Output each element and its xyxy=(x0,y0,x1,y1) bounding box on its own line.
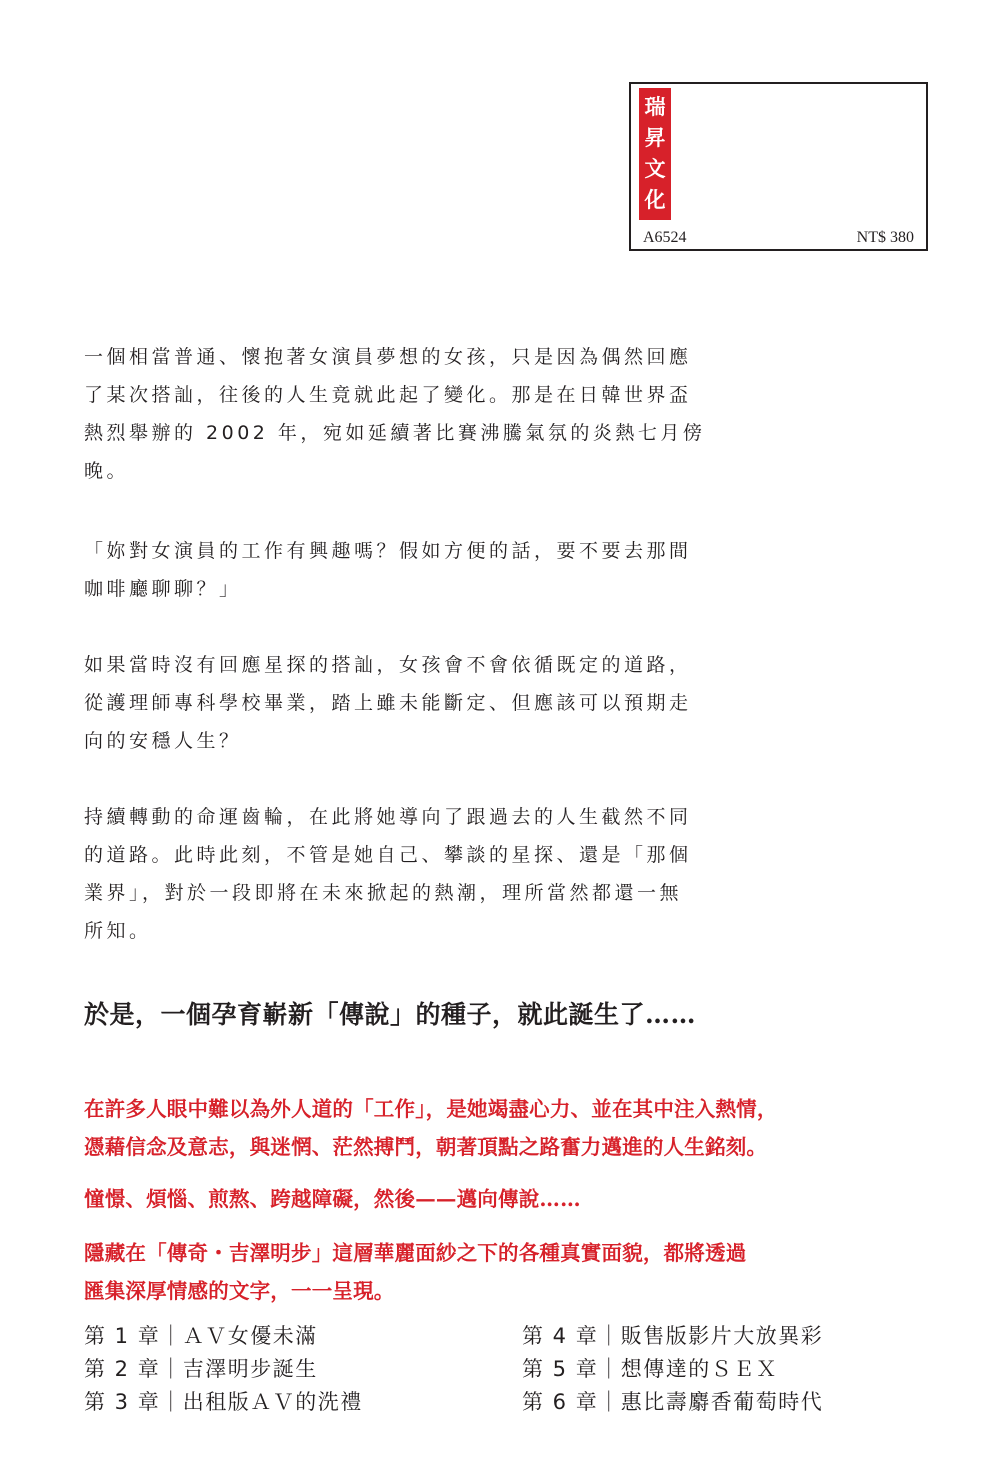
toc-right-column xyxy=(522,1320,823,1419)
book-code: A6524 xyxy=(643,229,687,246)
text-line: 向的安穩人生？ xyxy=(84,730,242,752)
paragraph-3 xyxy=(84,646,774,760)
text-line: 如果當時沒有回應星探的搭訕，女孩會不會依循既定的道路， xyxy=(84,654,692,676)
toc-item: 第 5 章｜想傳達的ＳＥＸ xyxy=(522,1357,779,1381)
red-block-2 xyxy=(84,1180,581,1218)
text-line: 憧憬、煩惱、煎熬、跨越障礙，然後——邁向傳說…… xyxy=(84,1187,581,1211)
headline: 於是，一個孕育嶄新「傳說」的種子，就此誕生了…… xyxy=(84,1000,697,1029)
text-line: 了某次搭訕，往後的人生竟就此起了變化。那是在日韓世界盃 xyxy=(84,384,692,406)
text-line: 咖啡廳聊聊？」 xyxy=(84,578,242,600)
publisher-box xyxy=(629,82,928,251)
text-line: 隱藏在「傳奇・吉澤明步」這層華麗面紗之下的各種真實面貌，都將透過 xyxy=(84,1241,747,1265)
text-line: 業界」，對於一段即將在未來掀起的熱潮，理所當然都還一無 xyxy=(84,882,683,904)
text-line: 晚。 xyxy=(84,460,130,482)
toc-item: 第 3 章｜出租版ＡＶ的洗禮 xyxy=(84,1390,363,1414)
text-line: 熱烈舉辦的 2002 年，宛如延續著比賽沸騰氣氛的炎熱七月傍 xyxy=(84,422,706,444)
toc-left-column xyxy=(84,1320,363,1419)
text-line: 「妳對女演員的工作有興趣嗎？假如方便的話，要不要去那間 xyxy=(84,540,692,562)
paragraph-1 xyxy=(84,338,774,490)
text-line: 的道路。此時此刻，不管是她自己、攀談的星探、還是「那個 xyxy=(84,844,692,866)
text-line: 一個相當普通、懷抱著女演員夢想的女孩，只是因為偶然回應 xyxy=(84,346,692,368)
toc-item: 第 4 章｜販售版影片大放異彩 xyxy=(522,1324,824,1348)
toc-item: 第 2 章｜吉澤明步誕生 xyxy=(84,1357,318,1381)
logo-char: 瑞 xyxy=(644,95,666,119)
text-line: 在許多人眼中難以為外人道的「工作」，是她竭盡心力、並在其中注入熱情， xyxy=(84,1097,778,1121)
text-line: 匯集深厚情感的文字，一一呈現。 xyxy=(84,1279,395,1303)
text-line: 從護理師專科學校畢業，踏上雖未能斷定、但應該可以預期走 xyxy=(84,692,692,714)
paragraph-2 xyxy=(84,532,774,608)
logo-char: 化 xyxy=(644,188,666,212)
paragraph-4 xyxy=(84,798,774,950)
logo-char: 昇 xyxy=(644,126,666,150)
text-line: 所知。 xyxy=(84,920,152,942)
red-block-3 xyxy=(84,1234,746,1310)
text-line: 憑藉信念及意志，與迷惘、茫然搏鬥，朝著頂點之路奮力邁進的人生銘刻。 xyxy=(84,1135,768,1159)
text-line: 持續轉動的命運齒輪，在此將她導向了跟過去的人生截然不同 xyxy=(84,806,692,828)
red-block-1 xyxy=(84,1090,778,1166)
publisher-logo xyxy=(639,88,671,220)
toc-item: 第 1 章｜ＡＶ女優未滿 xyxy=(84,1324,318,1348)
logo-char: 文 xyxy=(644,157,666,181)
book-price: NT$ 380 xyxy=(856,229,914,246)
toc-item: 第 6 章｜惠比壽麝香葡萄時代 xyxy=(522,1390,824,1414)
